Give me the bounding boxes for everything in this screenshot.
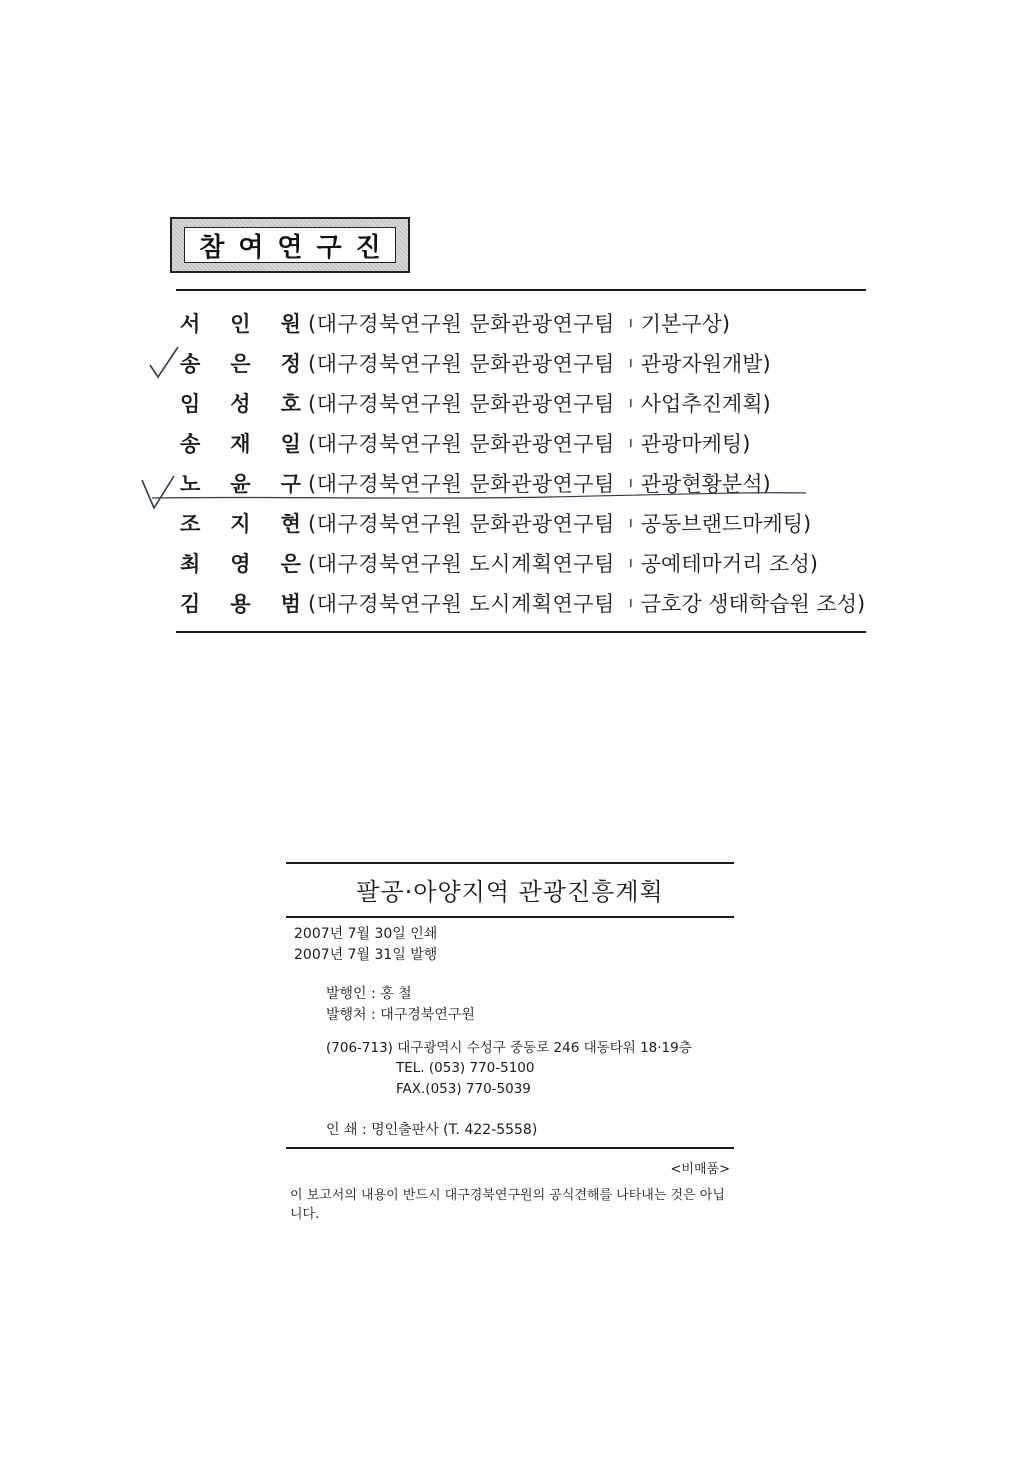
separator-mark: ı [628,355,633,371]
separator-mark: ı [628,315,633,331]
researcher-task: 공예테마거리 조성) [640,552,818,576]
researcher-list [180,303,870,623]
fax: FAX.(053) 770-5039 [396,1081,531,1097]
researcher-row [180,343,870,383]
publisher-org: 발행처 : 대구경북연구원 [326,1007,475,1023]
separator-mark: ı [628,515,633,531]
researcher-name: 송재일 [180,432,331,456]
researcher-org: (대구경북연구원 문화관광연구팀 [308,512,615,536]
section-heading-inner [184,227,396,263]
top-rule [176,289,866,291]
print-dates [294,924,437,966]
researcher-row [180,543,870,583]
researcher-org: (대구경북연구원 문화관광연구팀 [308,312,615,336]
printer: 인 쇄 : 명인출판사 (T. 422-5558) [326,1122,538,1138]
researcher-task: 공동브랜드마케팅) [640,512,812,536]
publisher-person: 발행인 : 홍 철 [326,986,412,1002]
handwritten-underline [150,488,810,502]
researcher-row [180,583,870,623]
bottom-rule [176,631,866,633]
researcher-name: 임성호 [180,392,331,416]
researcher-task: 사업추진계획) [640,392,771,416]
researcher-row [180,383,870,423]
separator-mark: ı [628,435,633,451]
address-block [326,1038,692,1059]
researcher-name: 서인원 [180,312,331,336]
section-title: 참여연구진 [199,232,395,263]
separator-mark: ı [628,555,633,571]
researcher-org: (대구경북연구원 도시계획연구팀 [308,592,615,616]
researcher-task: 기본구상) [640,312,731,336]
researcher-task: 관광자원개발) [640,352,771,376]
separator-mark: ı [628,475,633,491]
researcher-task: 관광마케팅) [640,432,751,456]
researcher-task: 금호강 생태학습원 조성) [640,592,866,616]
colophon-bottom-rule [286,1147,734,1149]
section-heading-box [170,217,410,273]
address: (706-713) 대구광역시 수성구 중동로 246 대동타워 18·19층 [326,1040,692,1056]
researcher-task: 관광현황분석) [640,472,771,496]
researcher-row [180,303,870,343]
researcher-name: 조지현 [180,512,331,536]
colophon-title-rule [286,916,734,918]
contact-block [396,1058,534,1100]
researcher-name: 송은정 [180,352,331,376]
separator-mark: ı [628,395,633,411]
not-for-sale-label: <비매품> [670,1162,730,1177]
colophon-top-rule [286,862,734,864]
researcher-org: (대구경북연구원 문화관광연구팀 [308,432,615,456]
printed-date: 2007년 7월 30일 인쇄 [294,926,438,942]
researcher-org: (대구경북연구원 문화관광연구팀 [308,392,615,416]
researcher-org: (대구경북연구원 도시계획연구팀 [308,552,615,576]
researcher-org: (대구경북연구원 문화관광연구팀 [308,472,615,496]
tel: TEL. (053) 770-5100 [396,1060,535,1076]
researcher-name: 노윤구 [180,472,331,496]
publisher-info [326,984,475,1026]
researcher-name: 최영은 [180,552,331,576]
book-title: 팔공·아양지역 관광진흥계획 [356,878,664,906]
researcher-row [180,423,870,463]
printer-info [326,1120,537,1141]
researcher-name: 김용범 [180,592,331,616]
disclaimer: 이 보고서의 내용이 반드시 대구경북연구원의 공식견해를 나타내는 것은 아닙니다. [290,1188,725,1222]
handwritten-check-icon [148,345,184,381]
researcher-row [180,503,870,543]
published-date: 2007년 7월 31일 발행 [294,947,438,963]
separator-mark: ı [628,595,633,611]
researcher-org: (대구경북연구원 문화관광연구팀 [308,352,615,376]
